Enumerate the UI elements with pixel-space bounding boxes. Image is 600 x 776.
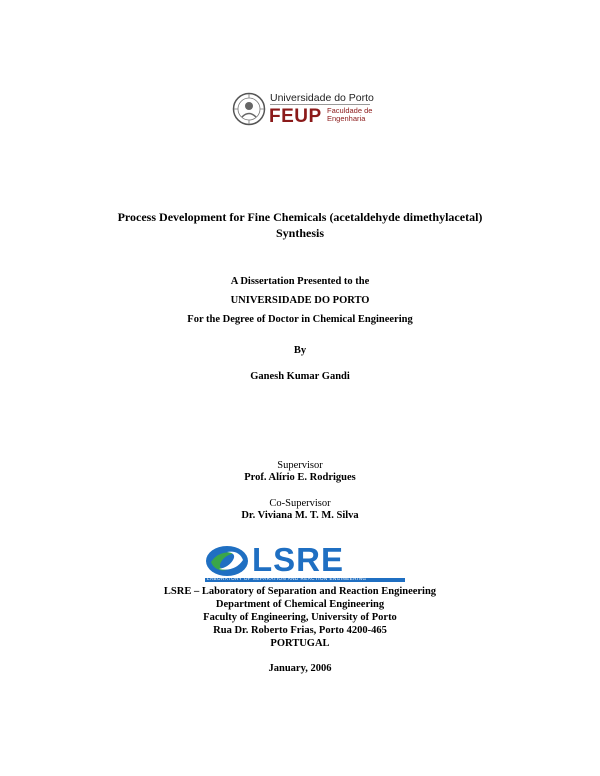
address-line4: Rua Dr. Roberto Frias, Porto 4200-465 — [213, 625, 387, 636]
address-line1: LSRE – Laboratory of Separation and Reaction Engineering — [163, 586, 437, 597]
supervisor-name: Prof. Alírio E. Rodrigues — [244, 472, 356, 483]
feup-divider — [270, 104, 370, 105]
feup-faculty-line2: Engenharia — [327, 114, 366, 123]
thesis-title-line1: Process Development for Fine Chemicals (acetaldehyde dimethylacetal) — [117, 210, 483, 224]
lsre-swirl-icon — [205, 545, 249, 577]
feup-faculty-line1: Faculdade de — [327, 106, 373, 115]
lsre-acronym: LSRE — [252, 541, 345, 578]
feup-faculty — [327, 107, 372, 123]
lsre-logo — [205, 541, 410, 583]
dissertation-line1: A Dissertation Presented to the — [230, 276, 370, 287]
thesis-title — [0, 209, 600, 241]
thesis-date: January, 2006 — [268, 663, 332, 674]
author-name: Ganesh Kumar Gandi — [250, 371, 350, 382]
feup-acronym: FEUP — [269, 106, 322, 127]
co-supervisor-label: Co-Supervisor — [269, 498, 331, 509]
lsre-tagline: LABORATORY OF SEPARATION AND REACTION ENGINEERING — [207, 576, 367, 581]
dissertation-line2: UNIVERSIDADE DO PORTO — [230, 295, 370, 306]
address-line5: PORTUGAL — [270, 638, 330, 649]
feup-logo — [232, 90, 372, 132]
co-supervisor-name: Dr. Viviana M. T. M. Silva — [241, 510, 359, 521]
by-label: By — [293, 345, 307, 356]
address-line2: Department of Chemical Engineering — [215, 599, 385, 610]
supervisor-label: Supervisor — [277, 460, 323, 471]
university-seal-icon — [232, 92, 266, 126]
dissertation-line3: For the Degree of Doctor in Chemical Engineering — [187, 314, 413, 325]
thesis-title-line2: Synthesis — [275, 226, 325, 240]
address-line3: Faculty of Engineering, University of Porto — [203, 612, 397, 623]
feup-university-name: Universidade do Porto — [270, 92, 374, 104]
